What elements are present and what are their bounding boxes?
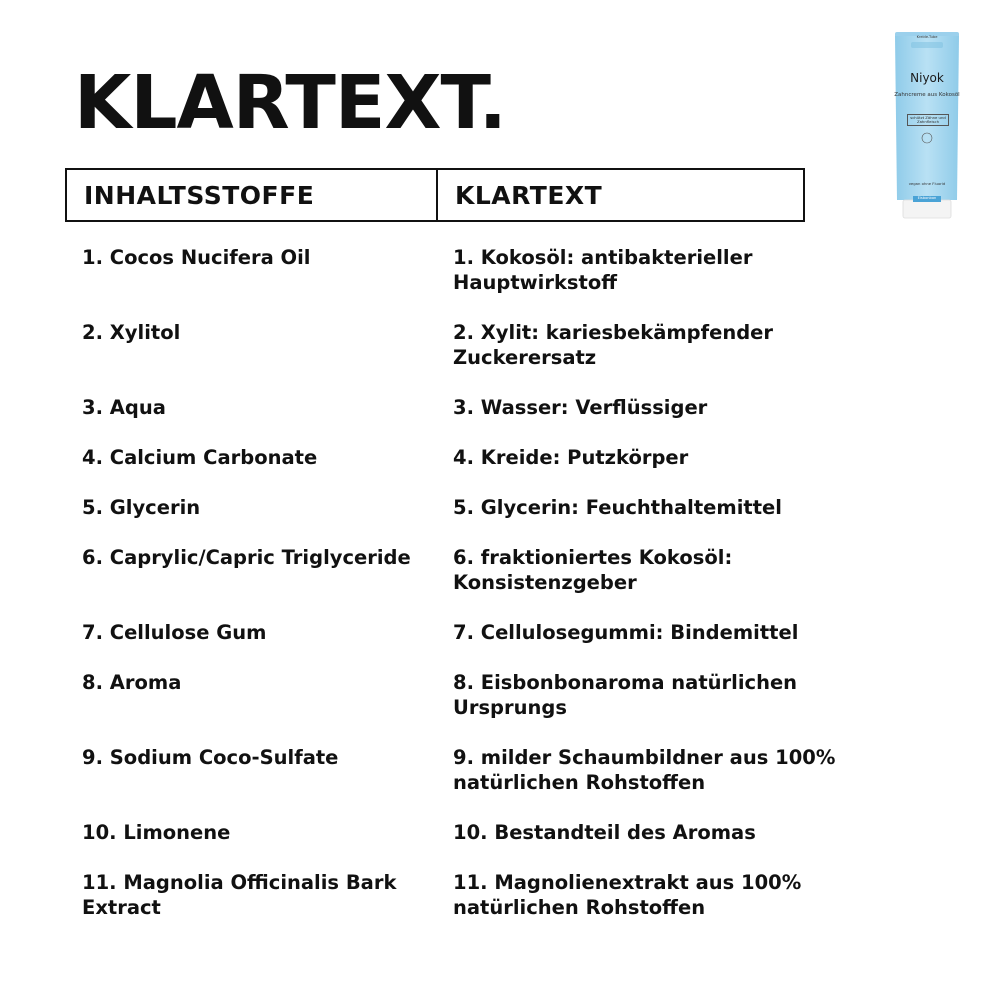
table-row [82, 745, 842, 820]
table-row [82, 445, 842, 495]
ingredient-name: 3. Aqua [82, 396, 166, 419]
table-row [82, 870, 842, 920]
ingredient-explanation: 8. Eisbonbonaroma natürlichen Ursprungs [453, 671, 798, 719]
table-row [82, 245, 842, 320]
tube-badge: schützt Zähne und Zahnfleisch [907, 114, 949, 126]
header-ingredients: INHALTSSTOFFE [67, 170, 438, 220]
table-header [65, 168, 805, 222]
ingredient-explanation: 4. Kreide: Putzkörper [453, 446, 689, 469]
ingredient-explanation: 10. Bestandteil des Aromas [453, 821, 756, 844]
table-row [82, 670, 842, 745]
tube-top-label: Kreide-Tube [916, 35, 938, 39]
table-row [82, 320, 842, 395]
table-row [82, 495, 842, 545]
ingredient-name: 8. Aroma [82, 671, 182, 694]
tube-flavor-label: Eisbonbon [913, 196, 941, 202]
ingredient-name: 6. Caprylic/Capric Triglyceride [82, 546, 411, 569]
ingredient-name: 11. Magnolia Officinalis Bark Extract [82, 871, 397, 919]
tube-vegan-label: vegan ohne Fluorid [908, 181, 946, 186]
ingredient-name: 2. Xylitol [82, 321, 181, 344]
ingredient-explanation: 11. Magnolienextrakt aus 100% natürlichen Rohstoffen [453, 871, 802, 919]
ingredient-name: 1. Cocos Nucifera Oil [82, 246, 311, 269]
ingredient-explanation: 6. fraktioniertes Kokosöl: Konsistenzgeber [453, 546, 733, 594]
ingredient-explanation: 2. Xylit: kariesbekämpfender Zuckerersatz [453, 321, 774, 369]
ingredient-name: 5. Glycerin [82, 496, 201, 519]
header-plain-text: KLARTEXT [455, 180, 603, 210]
ingredient-explanation: 3. Wasser: Verflüssiger [453, 396, 708, 419]
ingredient-name: 4. Calcium Carbonate [82, 446, 318, 469]
table-row [82, 820, 842, 870]
tube-product-name: Zahncreme aus Kokosöl [894, 92, 960, 98]
ingredient-explanation: 9. milder Schaumbildner aus 100% natürlichen Rohstoffen [453, 746, 836, 794]
table-row [82, 620, 842, 670]
ingredient-name: 9. Sodium Coco-Sulfate [82, 746, 339, 769]
ingredient-explanation: 7. Cellulosegummi: Bindemittel [453, 621, 799, 644]
ingredient-explanation: 1. Kokosöl: antibakterieller Hauptwirkstoff [453, 246, 753, 294]
page-title: KLARTEXT. [74, 60, 506, 146]
ingredient-table [82, 245, 842, 920]
table-row [82, 395, 842, 445]
tube-brand-logo: Niyok [910, 71, 944, 85]
product-tube-image [893, 30, 961, 220]
ingredient-name: 7. Cellulose Gum [82, 621, 267, 644]
ingredient-name: 10. Limonene [82, 821, 231, 844]
table-row [82, 545, 842, 620]
ingredient-explanation: 5. Glycerin: Feuchthaltemittel [453, 496, 782, 519]
